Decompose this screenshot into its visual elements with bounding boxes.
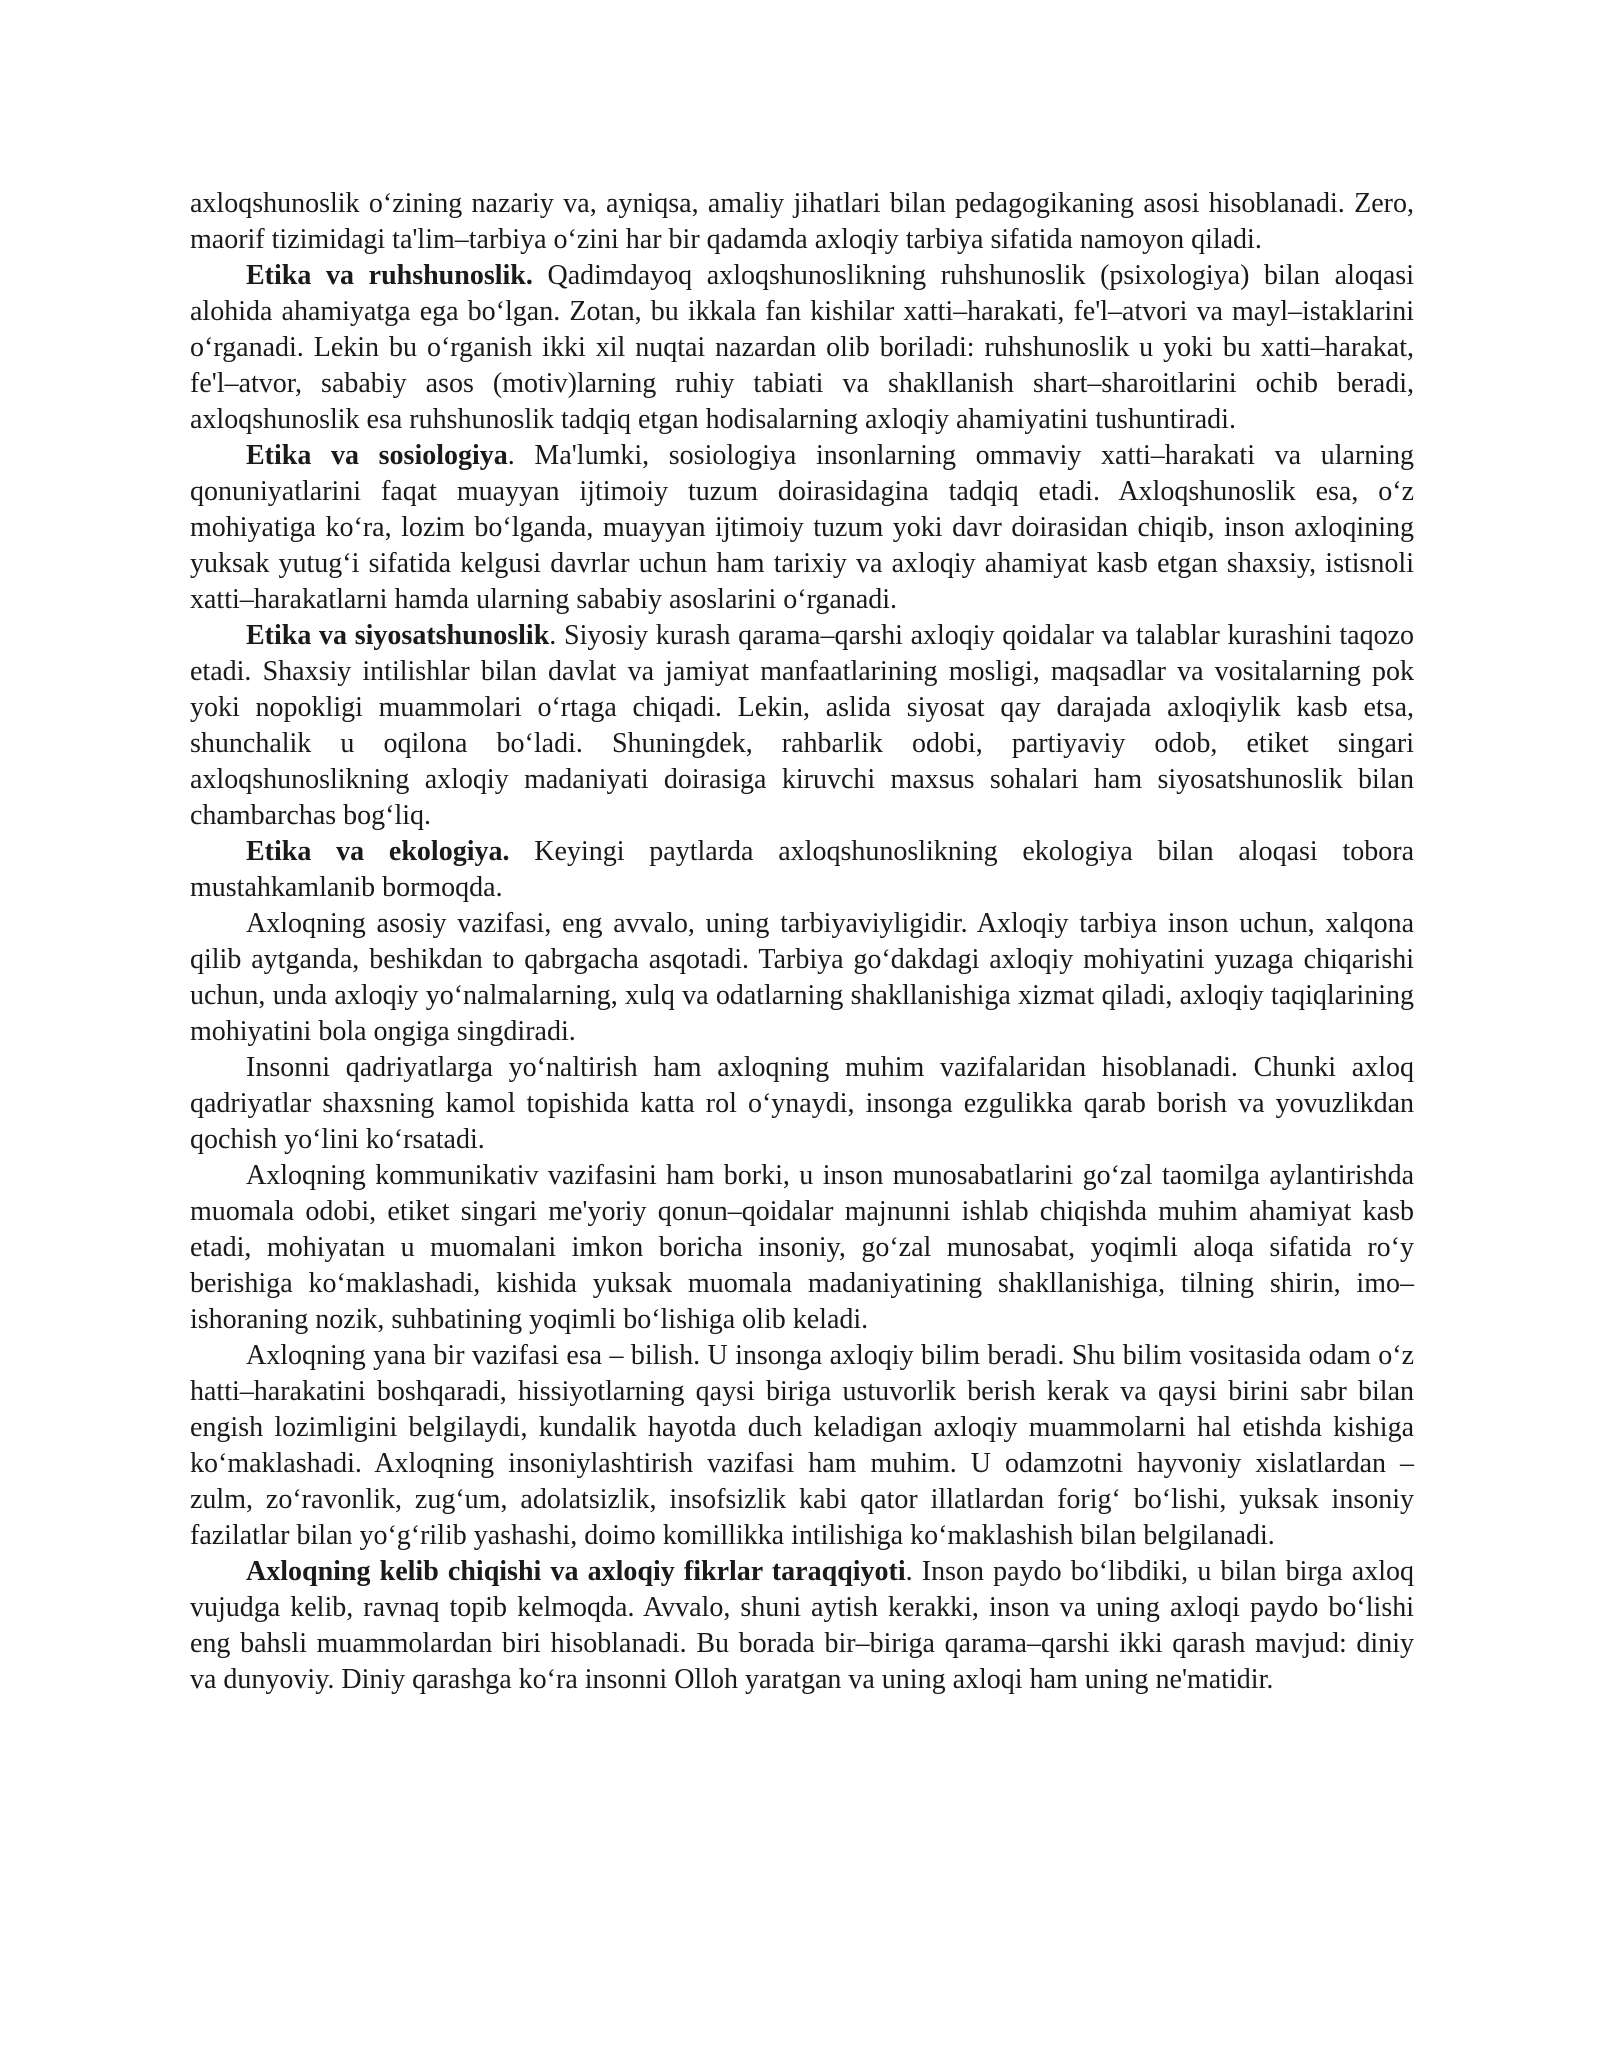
paragraph-text: Keyingi paytlarda axloqshunoslikning ekologiya bilan aloqasi tobora mustahkamlanib bormoqda.	[190, 836, 1414, 903]
paragraph-values-function	[190, 1050, 1414, 1158]
paragraph-origin-of-morality	[190, 1554, 1414, 1698]
paragraph-communicative-function	[190, 1158, 1414, 1338]
paragraph-text: Qadimdayoq axloqshunoslikning ruhshunoslik (psixologiya) bilan aloqasi alohida ahamiyatga ega bo‘lgan. Zotan, bu ikkala fan kishilar xatti–harakati, fe'l–atvori va mayl–istaklarini o‘rganadi. Lekin bu o‘rganish ikki xil nuqtai nazardan olib boriladi: ruhshunoslik u yoki bu xatti–harakat, fe'l–atvor, sababiy asos (motiv)larning ruhiy tabiati va shakllanish shart–sharoitlarini ochib beradi, axloqshunoslik esa ruhshunoslik tadqiq etgan hodisalarning axloqiy ahamiyatini tushuntiradi.	[190, 260, 1414, 435]
paragraph-text: Axloqning asosiy vazifasi, eng avvalo, uning tarbiyaviyligidir. Axloqiy tarbiya inson uchun, xalqona qilib aytganda, beshikdan to qabrgacha asqotadi. Tarbiya go‘dakdagi axloqiy mohiyatini yuzaga chiqarishi uchun, unda axloqiy yo‘nalmalarning, xulq va odatlarning shakllanishiga xizmat qiladi, axloqiy taqiqlarining mohiyatini bola ongiga singdiradi.	[190, 908, 1414, 1047]
paragraph-text: . Ma'lumki, sosiologiya insonlarning ommaviy xatti–harakati va ularning qonuniyatlarini faqat muayyan ijtimoiy tuzum doirasidagina tadqiq etadi. Axloqshunoslik esa, o‘z mohiyatiga ko‘ra, lozim bo‘lganda, muayyan ijtimoiy tuzum yoki davr doirasidan chiqib, inson axloqining yuksak yutug‘i sifatida kelgusi davrlar uchun ham tarixiy va axloqiy ahamiyat kasb etgan shaxsiy, istisnoli xatti–harakatlarni hamda ularning sababiy asoslarini o‘rganadi.	[190, 440, 1415, 615]
paragraph-text: . Siyosiy kurash qarama–qarshi axloqiy qoidalar va talablar kurashini taqozo etadi. Shaxsiy intilishlar bilan davlat va jamiyat manfaatlarining mosligi, maqsadlar va vositalarning pok yoki nopokligi muammolari o‘rtaga chiqadi. Lekin, aslida siyosat qay darajada axloqiylik kasb etsa, shunchalik u oqilona bo‘ladi. Shuningdek, rahbarlik odobi, partiyaviy odob, etiket singari axloqshunoslikning axloqiy madaniyati doirasiga kiruvchi maxsus sohalari ham siyosatshunoslik bilan chambarchas bog‘liq.	[190, 620, 1415, 831]
paragraph-ethics-politics	[190, 618, 1414, 834]
paragraph-heading: Etika va ruhshunoslik.	[246, 260, 533, 291]
paragraph-heading: Etika va siyosatshunoslik	[246, 620, 550, 651]
paragraph-heading: Axloqning kelib chiqishi va axloqiy fikrlar taraqqiyoti	[246, 1556, 906, 1587]
document-page	[190, 186, 1414, 1698]
paragraph-text: Axloqning kommunikativ vazifasini ham borki, u inson munosabatlarini go‘zal taomilga aylantirishda muomala odobi, etiket singari me'yoriy qonun–qoidalar majnunni ishlab chiqishda muhim ahamiyat kasb etadi, mohiyatan u muomalani imkon boricha insoniy, go‘zal munosabat, yoqimli aloqa sifatida ro‘y berishiga ko‘maklashadi, kishida yuksak muomala madaniyatining shakllanishiga, tilning shirin, imo–ishoraning nozik, suhbatining yoqimli bo‘lishiga olib keladi.	[190, 1160, 1414, 1335]
paragraph-intro	[190, 186, 1414, 258]
paragraph-upbringing-function	[190, 906, 1414, 1050]
paragraph-text: Insonni qadriyatlarga yo‘naltirish ham axloqning muhim vazifalaridan hisoblanadi. Chunki axloq qadriyatlar shaxsning kamol topishida katta rol o‘ynaydi, insonga ezgulikka qarab borish va yovuzlikdan qochish yo‘lini ko‘rsatadi.	[190, 1052, 1414, 1155]
paragraph-ethics-ecology	[190, 834, 1414, 906]
paragraph-ethics-sociology	[190, 438, 1414, 618]
paragraph-heading: Etika va sosiologiya	[246, 440, 508, 471]
paragraph-ethics-psychology	[190, 258, 1414, 438]
paragraph-text: . Inson paydo bo‘libdiki, u bilan birga axloq vujudga kelib, ravnaq topib kelmoqda. Avvalo, shuni aytish kerakki, inson va uning axloqi paydo bo‘lishi eng bahsli muammolardan biri hisoblanadi. Bu borada bir–biriga qarama–qarshi ikki qarash mavjud: diniy va dunyoviy. Diniy qarashga ko‘ra insonni Olloh yaratgan va uning axloqi ham uning ne'matidir.	[190, 1556, 1414, 1695]
paragraph-text: Axloqning yana bir vazifasi esa – bilish. U insonga axloqiy bilim beradi. Shu bilim vositasida odam o‘z hatti–harakatini boshqaradi, hissiyotlarning qaysi biriga ustuvorlik berish kerak va qaysi birini sabr bilan engish lozimligini belgilaydi, kundalik hayotda duch keladigan axloqiy muammolarni hal etishda kishiga ko‘maklashadi. Axloqning insoniylashtirish vazifasi ham muhim. U odamzotni hayvoniy xislatlardan – zulm, zo‘ravonlik, zug‘um, adolatsizlik, insofsizlik kabi qator illatlardan forig‘ bo‘lishi, yuksak insoniy fazilatlar bilan yo‘g‘rilib yashashi, doimo komillikka intilishiga ko‘maklashish bilan belgilanadi.	[190, 1340, 1414, 1551]
paragraph-cognitive-function	[190, 1338, 1414, 1554]
paragraph-heading: Etika va ekologiya.	[246, 836, 510, 867]
paragraph-text: axloqshunoslik o‘zining nazariy va, ayniqsa, amaliy jihatlari bilan pedagogikaning asosi hisoblanadi. Zero, maorif tizimidagi ta'lim–tarbiya o‘zini har bir qadamda axloqiy tarbiya sifatida namoyon qiladi.	[190, 188, 1414, 255]
